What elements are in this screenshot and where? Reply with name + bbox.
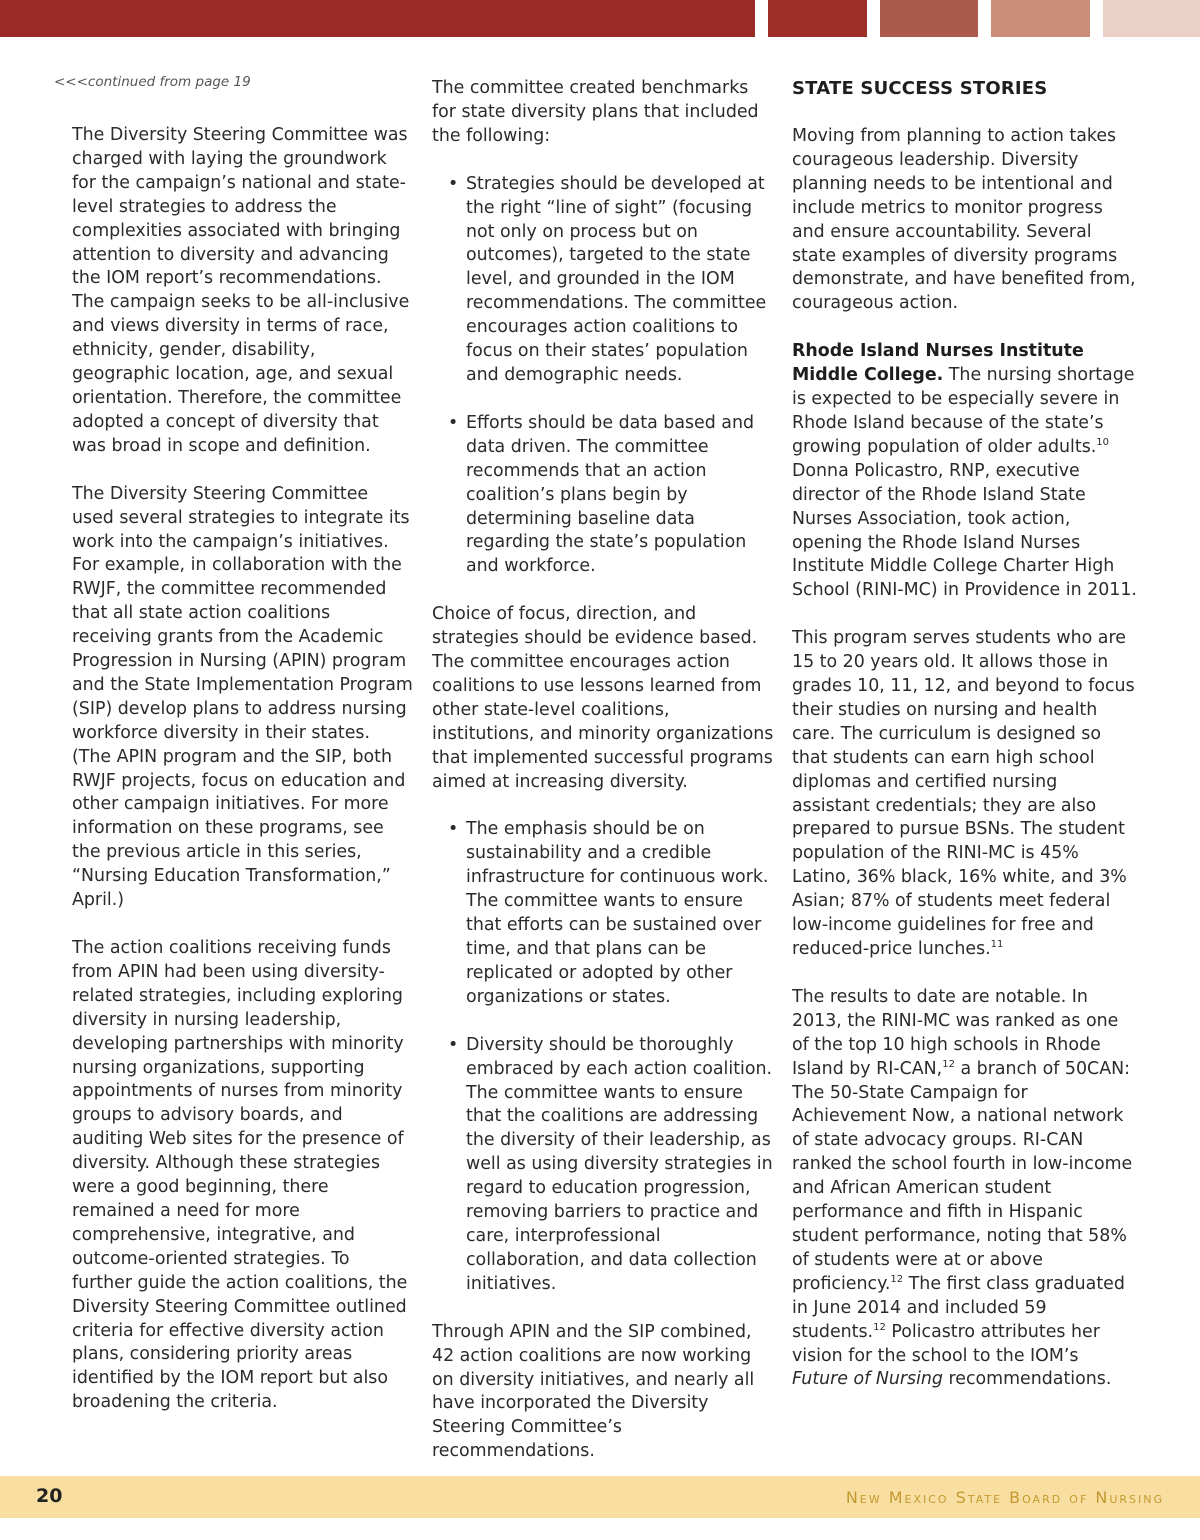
footer-bar <box>0 1476 1200 1518</box>
reference-marker: 12 <box>873 1321 886 1333</box>
bullet-item: • Diversity should be thoroughly embraced by each action coalition. The committee wants to ensure that the coalitions are addressing the diversity of their leadership, as well as using diversity strategies in regard to education progression, removing barriers to practice and care, interprofessional collaboration, and data collection initiatives. <box>466 1034 777 1297</box>
col2-middle: Choice of focus, direction, and strategies should be evidence based. The committee encourages action coalitions to use lessons learned from other state-level coalitions, institutions, and minority organizations that implemented successful programs aimed at increasing diversity. <box>432 604 774 792</box>
col3-paragraph-runin: Rhode Island Nurses Institute Middle College. The nursing shortage is expected to be especially severe in Rhode Island because of the state’s growing population of older adults.$^{10}$ Donna Policastro, RNP, executive director of the Rhode Island State Nurses Association, took action, opening the Rhode Island Nurses Institute Middle College Charter High School (RINI-MC) in Providence in 2011. <box>792 341 1137 601</box>
benchmark-list-b <box>432 818 777 1296</box>
header-bar-block-2 <box>880 0 978 37</box>
bullet-item: • Efforts should be data based and data driven. The committee recommends that an action coalition’s plans begin by determining baseline data regarding the state’s population and workforce. <box>466 412 777 579</box>
header-bar-block-1 <box>768 0 867 37</box>
bullet-item: • The emphasis should be on sustainability and a credible infrastructure for continuous work. The committee wants to ensure that efforts can be sustained over time, and that plans can be replicated or adopted by other organizations or states. <box>466 818 777 1009</box>
book-title: Future of Nursing <box>792 1369 943 1390</box>
page-number: 20 <box>36 1485 63 1507</box>
section-heading: STATE SUCCESS STORIES <box>792 78 1048 99</box>
runin-title: Rhode Island Nurses Institute Middle College. <box>792 341 1084 386</box>
header-bar-main <box>0 0 755 37</box>
continued-note: <<<continued from page 19 <box>54 74 251 90</box>
col3-paragraph: The results to date are notable. In 2013, the RINI-MC was ranked as one of the top 10 high schools in Rhode Island by RI-CAN,$^{12}$ a branch of 50CAN: The 50-State Campaign for Achievement Now, a national network of state advocacy groups. RI-CAN ranked the school fourth in low-income and African American student performance and fifth in Hispanic student performance, noting that 58% of students were at or above proficiency.$^{12}$ The first class graduated in June 2014 and included 59 students.$^{12}$ Policastro attributes her vision for the school to the IOM’s Future of Nursing recommendations. <box>792 986 1133 1390</box>
reference-marker: 10 <box>1096 436 1110 448</box>
col1-paragraph: The Diversity Steering Committee used several strategies to integrate its work into the campaign’s initiatives. For example, in collaboration with the RWJF, the committee recommended that all state action coalitions receiving grants from the Academic Progression in Nursing (APIN) program and the State Implementation Program (SIP) develop plans to address nursing workforce diversity in their states. (The APIN program and the SIP, both RWJF projects, focus on education and other campaign initiatives. For more information on these programs, see the previous article in this series, “Nursing Education Transformation,” April.) <box>72 483 413 911</box>
col1-paragraph: The action coalitions receiving funds from APIN had been using diversity-related strategies, including exploring diversity in nursing leadership, developing partnerships with minority nursing organizations, supporting appointments of nurses from minority groups to advisory boards, and auditing Web sites for the presence of diversity. Although these strategies were a good beginning, there remained a need for more comprehensive, integrative, and outcome-oriented strategies. To further guide the action coalitions, the Diversity Steering Committee outlined criteria for effective diversity action plans, considering priority areas identified by the IOM report but also broadening the criteria. <box>72 938 408 1413</box>
header-bar-block-3 <box>991 0 1090 37</box>
publication-name: New Mexico State Board of Nursing <box>845 1488 1164 1507</box>
column-1 <box>72 124 414 1439</box>
col3-paragraph: Moving from planning to action takes courageous leadership. Diversity planning needs to be intentional and include metrics to monitor progress and ensure accountability. Several state examples of diversity programs demonstrate, and have benefited from, courageous action. <box>792 126 1136 314</box>
benchmark-list-a <box>432 173 777 580</box>
bullet-item: • Strategies should be developed at the right “line of sight” (focusing not only on process but on outcomes), targeted to the state level, and grounded in the IOM recommendations. The committee encourages action coalitions to focus on their states’ population and demographic needs. <box>466 173 777 388</box>
column-2 <box>432 77 777 1488</box>
reference-marker: 12 <box>890 1273 904 1285</box>
header-bar-block-4 <box>1103 0 1200 37</box>
col1-paragraph: The Diversity Steering Committee was charged with laying the groundwork for the campaign’s national and state-level strategies to address the complexities associated with bringing attention to diversity and advancing the IOM report’s recommendations. The campaign seeks to be all-inclusive and views diversity in terms of race, ethnicity, gender, disability, geographic location, age, and sexual orientation. Therefore, the committee adopted a concept of diversity that was broad in scope and definition. <box>72 125 410 456</box>
col2-closing: Through APIN and the SIP combined, 42 action coalitions are now working on diversity initiatives, and nearly all have incorporated the Diversity Steering Committee’s recommendations. <box>432 1321 755 1462</box>
reference-marker: 11 <box>990 939 1004 950</box>
column-3 <box>792 77 1137 1416</box>
reference-marker: 12 <box>942 1058 955 1070</box>
col2-intro: The committee created benchmarks for state diversity plans that included the following: <box>432 78 759 146</box>
col3-paragraph: This program serves students who are 15 to 20 years old. It allows those in grades 10, 11, 12, and beyond to focus their studies on nursing and health care. The curriculum is designed so that students can earn high school diplomas and certified nursing assistant credentials; they are also prepared to pursue BSNs. The student population of the RINI-MC is 45% Latino, 36% black, 16% white, and 3% Asian; 87% of students meet federal low-income guidelines for free and reduced-price lunches.$^{11}$ <box>792 628 1135 959</box>
